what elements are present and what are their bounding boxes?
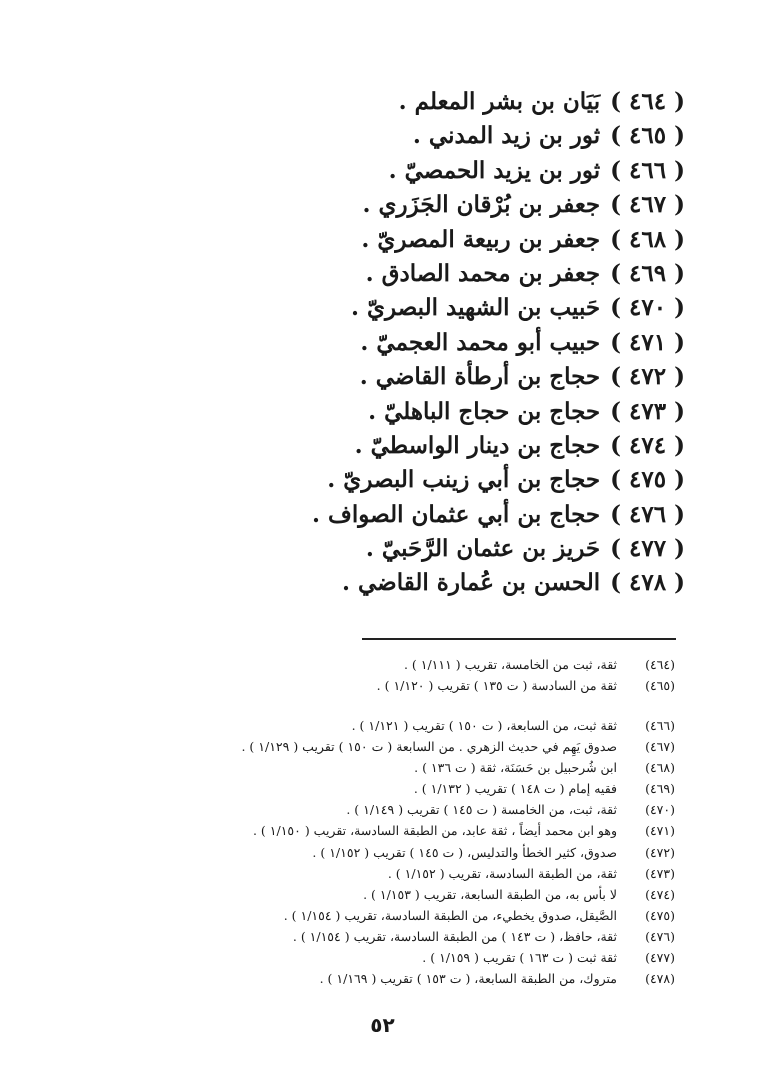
narrator-entry-number: ( ٤٧٦ ) [610, 500, 685, 528]
narrator-entry [300, 88, 685, 122]
narrator-entry-text: حجاج بن دينار الواسطيّ . [354, 431, 601, 459]
footnote-number: (٤٦٧) [645, 739, 675, 755]
footnote-text: ثقة ثبت، من السابعة، ( ت ١٥٠ ) تقريب ( ١/١٢١ ) . [351, 718, 617, 733]
footnote [230, 950, 675, 971]
narrator-entry-text: جعفر بن ربيعة المصريّ . [361, 225, 601, 253]
footnote [230, 802, 675, 823]
narrator-entry [300, 432, 685, 466]
footnote-text: ثقة، ثبت من الخامسة، تقريب ( ١/١١١ ) . [403, 657, 617, 672]
narrator-entry [300, 260, 685, 294]
narrator-entry-text: جعفر بن بُرْقان الجَزَري . [362, 191, 601, 219]
footnote-text: ثقة، من الطبقة السادسة، تقريب ( ١/١٥٢ ) . [387, 865, 617, 881]
narrator-entry-text: حجاج بن أبي عثمان الصواف . [312, 500, 601, 528]
footnote-number: (٤٦٦) [645, 718, 675, 733]
narrator-entry-text: حَريز بن عثمان الرَّحَبيّ . [365, 535, 601, 563]
footnote [230, 760, 675, 781]
footnote-text: فقيه إمام ( ت ١٤٨ ) تقريب ( ١/١٣٢ ) . [413, 781, 617, 797]
narrator-entry-text: الحسن بن عُمارة القاضي . [342, 569, 601, 597]
narrator-entry [300, 191, 685, 225]
footnote-number: (٤٧٢) [645, 844, 675, 860]
footnote-text: ابن شُرحبيل بن حَسَنَة، ثقة ( ت ١٣٦ ) . [414, 760, 617, 776]
narrator-entry-text: ثور بن زيد المدني . [412, 122, 601, 150]
narrator-entry-number: ( ٤٦٥ ) [610, 122, 685, 150]
narrator-entry [300, 466, 685, 500]
footnote-text: ثقة، ثبت، من الخامسة ( ت ١٤٥ ) تقريب ( ١/١٤٩ ) . [346, 802, 617, 818]
footnote-text: ثقة من السادسة ( ت ١٣٥ ) تقريب ( ١/١٢٠ ) . [376, 678, 617, 694]
footnote [230, 845, 675, 866]
narrator-entry [300, 157, 685, 191]
footnote-number: (٤٦٥) [645, 678, 675, 694]
footnote-number: (٤٧٥) [645, 907, 675, 923]
narrator-entry-text: بَيَان بن بشر المعلم . [398, 88, 601, 115]
narrator-entry [300, 122, 685, 156]
narrator-entry-number: ( ٤٧٨ ) [610, 569, 685, 597]
narrator-entry-number: ( ٤٦٦ ) [610, 156, 685, 184]
narrator-entry-text: جعفر بن محمد الصادق . [365, 259, 601, 287]
footnote-number: (٤٧٦) [645, 928, 675, 944]
narrator-entry-number: ( ٤٧٣ ) [610, 397, 685, 425]
footnote-text: ثقة ثبت ( ت ١٦٣ ) تقريب ( ١/١٥٩ ) . [422, 950, 617, 966]
footnote-number: (٤٧٠) [645, 802, 675, 818]
narrator-entry-number: ( ٤٧٥ ) [610, 466, 685, 494]
footnote [230, 657, 675, 678]
footnote [230, 739, 675, 760]
footnote-text: وهو ابن محمد أيضاً ، ثقة عابد، من الطبقة السادسة، تقريب ( ١/١٥٠ ) . [252, 823, 617, 839]
footnote-number: (٤٦٨) [645, 760, 675, 776]
footnote-number: (٤٦٩) [645, 781, 675, 797]
narrator-entry-number: ( ٤٦٨ ) [610, 225, 685, 253]
narrator-entry-number: ( ٤٧٤ ) [610, 431, 685, 459]
footnote-number: (٤٧٤) [645, 886, 675, 902]
footnote-text: متروك، من الطبقة السابعة، ( ت ١٥٣ ) تقريب ( ١/١٦٩ ) . [319, 971, 617, 987]
footnote [230, 718, 675, 739]
narrator-entry [300, 501, 685, 535]
narrator-entry [300, 226, 685, 260]
narrator-entry-text: حجاج بن أرطأة القاضي . [359, 363, 601, 391]
narrator-entry-text: حجاج بن أبي زينب البصريّ . [327, 466, 601, 494]
footnote-text: ثقة، حافظ، ( ت ١٤٣ ) من الطبقة السادسة، تقريب ( ١/١٥٤ ) . [292, 928, 617, 944]
footnote-number: (٤٧٣) [645, 865, 675, 881]
narrator-entry [300, 569, 685, 603]
narrator-entry [300, 329, 685, 363]
footnote [230, 887, 675, 908]
narrator-list [300, 88, 685, 604]
narrator-entry-text: حجاج بن حجاج الباهليّ . [368, 397, 601, 425]
footnote-text: صدوق، كثير الخطأ والتدليس، ( ت ١٤٥ ) تقريب ( ١/١٥٢ ) . [312, 844, 617, 860]
footnote [230, 866, 675, 887]
footnote-number: (٤٧٧) [645, 950, 675, 966]
narrator-entry-number: ( ٤٧٢ ) [610, 363, 685, 391]
footnote-number: (٤٧٨) [645, 971, 675, 987]
narrator-entry-text: حَبيب بن الشهيد البصريّ . [351, 294, 601, 322]
footnotes-group-2 [230, 718, 675, 992]
footnote [230, 823, 675, 844]
footnote-text: الصَّيقل، صدوق يخطيء، من الطبقة السادسة، تقريب ( ١/١٥٤ ) . [283, 907, 617, 923]
narrator-entry-number: ( ٤٦٩ ) [610, 259, 685, 287]
narrator-entry-number: ( ٤٦٧ ) [610, 191, 685, 219]
narrator-entry-number: ( ٤٧٠ ) [610, 294, 685, 322]
narrator-entry-text: حبيب أبو محمد العجميّ . [360, 328, 601, 356]
page-number: ٥٢ [370, 1013, 395, 1037]
footnote [230, 971, 675, 992]
footnote [230, 929, 675, 950]
narrator-entry [300, 363, 685, 397]
footnote-text: صدوق يَهِم في حديث الزهري . من السابعة ( ت ١٥٠ ) تقريب ( ١/١٢٩ ) . [241, 739, 617, 755]
narrator-entry [300, 398, 685, 432]
footnote [230, 678, 675, 699]
narrator-entry-number: ( ٤٦٤ ) [610, 88, 685, 115]
narrator-entry-number: ( ٤٧٧ ) [610, 535, 685, 563]
narrator-entry-number: ( ٤٧١ ) [610, 328, 685, 356]
narrator-entry [300, 535, 685, 569]
footnote-separator [362, 638, 676, 640]
footnote [230, 781, 675, 802]
narrator-entry-text: ثور بن يزيد الحمصيّ . [388, 156, 601, 184]
footnote-number: (٤٧١) [645, 823, 675, 839]
footnote-text: لا بأس به، من الطبقة السابعة، تقريب ( ١/١٥٣ ) . [363, 886, 617, 902]
narrator-entry [300, 294, 685, 328]
footnote [230, 908, 675, 929]
footnotes-group-1 [230, 657, 675, 699]
footnote-number: (٤٦٤) [645, 657, 675, 672]
